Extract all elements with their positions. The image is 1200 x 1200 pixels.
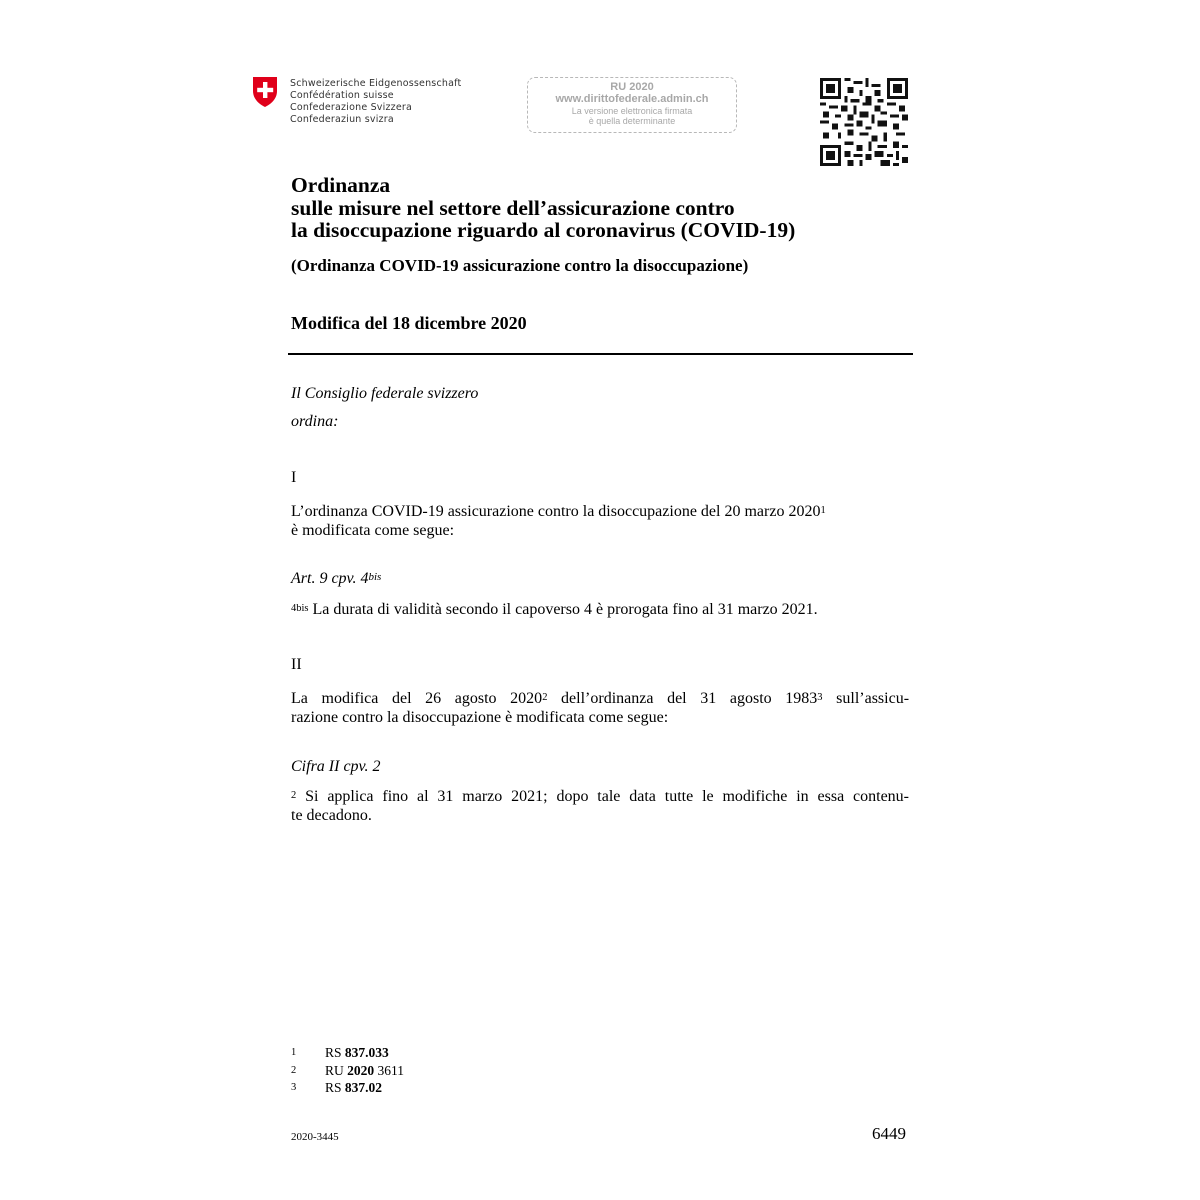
section2-text-c: sull’assicu- <box>822 690 910 707</box>
footnote <box>291 1063 404 1079</box>
cifra-heading: Cifra II cpv. 2 <box>291 758 381 775</box>
footnote-ref-3: 3 <box>817 692 823 703</box>
section2-text-a: La modifica del 26 agosto 2020 <box>291 690 543 707</box>
confederation-names <box>290 78 461 126</box>
article-heading-sup: bis <box>368 571 382 583</box>
section1-intro-line1 <box>291 502 826 521</box>
stamp-note-line1: La versione elettronica firmata <box>571 106 693 116</box>
section2-intro-line2: razione contro la disoccupazione è modificata come segue: <box>291 709 669 726</box>
footnote-number: 1 <box>291 1047 297 1058</box>
confederation-name-it: Confederazione Svizzera <box>290 102 413 113</box>
section-numeral-2: II <box>291 656 302 673</box>
article-paragraph <box>291 600 818 619</box>
footnote-suffix: 3611 <box>377 1063 405 1078</box>
cifra-paragraph-line1 <box>291 787 909 806</box>
section2-text-b: dell’ordinanza del 31 agosto 1983 <box>547 690 818 707</box>
decree-word: ordina: <box>291 413 339 430</box>
footnote-ref-1: 1 <box>820 505 826 516</box>
footnote-ref-2: 2 <box>542 692 548 703</box>
footnote-prefix: RS <box>325 1045 342 1060</box>
swiss-coat-of-arms-icon <box>252 76 278 108</box>
short-title: (Ordinanza COVID-19 assicurazione contro la disoccupazione) <box>291 256 749 275</box>
section-numeral-1: I <box>291 469 297 486</box>
paragraph-marker-4bis: 4bis <box>291 603 309 614</box>
stamp-note-line2: è quella determinante <box>588 116 676 126</box>
title-line-1: Ordinanza <box>291 173 391 197</box>
article-paragraph-text: La durata di validità secondo il capoverso 4 è prorogata fino al 31 marzo 2021. <box>312 601 818 618</box>
stamp-collection: RU 2020 <box>610 81 654 93</box>
amendment-date: Modifica del 18 dicembre 2020 <box>291 313 527 333</box>
qr-code-icon <box>820 78 908 166</box>
footnote-number: 2 <box>291 1065 297 1076</box>
title-line-2: sulle misure nel settore dell’assicurazione contro <box>291 195 735 220</box>
section1-intro-text: L’ordinanza COVID-19 assicurazione contro la disoccupazione del 20 marzo 2020 <box>291 503 821 520</box>
stamp-website: www.dirittofederale.admin.ch <box>555 93 709 105</box>
article-heading-text: Art. 9 cpv. 4 <box>291 570 369 587</box>
title-line-3: la disoccupazione riguardo al coronavirus (COVID-19) <box>291 218 796 242</box>
cifra-paragraph-text: Si applica fino al 31 marzo 2021; dopo tale data tutte le modifiche in essa contenu- <box>305 788 910 805</box>
official-publication-stamp <box>527 77 737 133</box>
page-number: 6449 <box>872 1124 906 1143</box>
paragraph-marker-2: 2 <box>291 790 297 801</box>
confederation-name-fr: Confédération suisse <box>290 90 394 101</box>
title-divider <box>288 353 913 355</box>
footnote <box>291 1045 389 1061</box>
footnote-prefix: RS <box>325 1080 342 1095</box>
article-heading <box>291 569 381 588</box>
confederation-name-rm: Confederaziun svizra <box>290 114 394 125</box>
footnote-bold: 837.033 <box>344 1045 389 1060</box>
footnote-prefix: RU <box>325 1063 344 1078</box>
footnote-bold: 837.02 <box>344 1080 383 1095</box>
document-number: 2020-3445 <box>291 1131 339 1143</box>
issuer: Il Consiglio federale svizzero <box>291 385 479 402</box>
ordinance-title <box>291 174 795 242</box>
footnote-number: 3 <box>291 1082 297 1093</box>
section2-intro-line1 <box>291 689 909 708</box>
section1-intro-line2: è modificata come segue: <box>291 522 455 539</box>
footnote <box>291 1080 382 1096</box>
footnote-bold: 2020 <box>347 1063 375 1078</box>
cifra-paragraph-line2: te decadono. <box>291 807 372 824</box>
confederation-name-de: Schweizerische Eidgenossenschaft <box>290 78 462 89</box>
